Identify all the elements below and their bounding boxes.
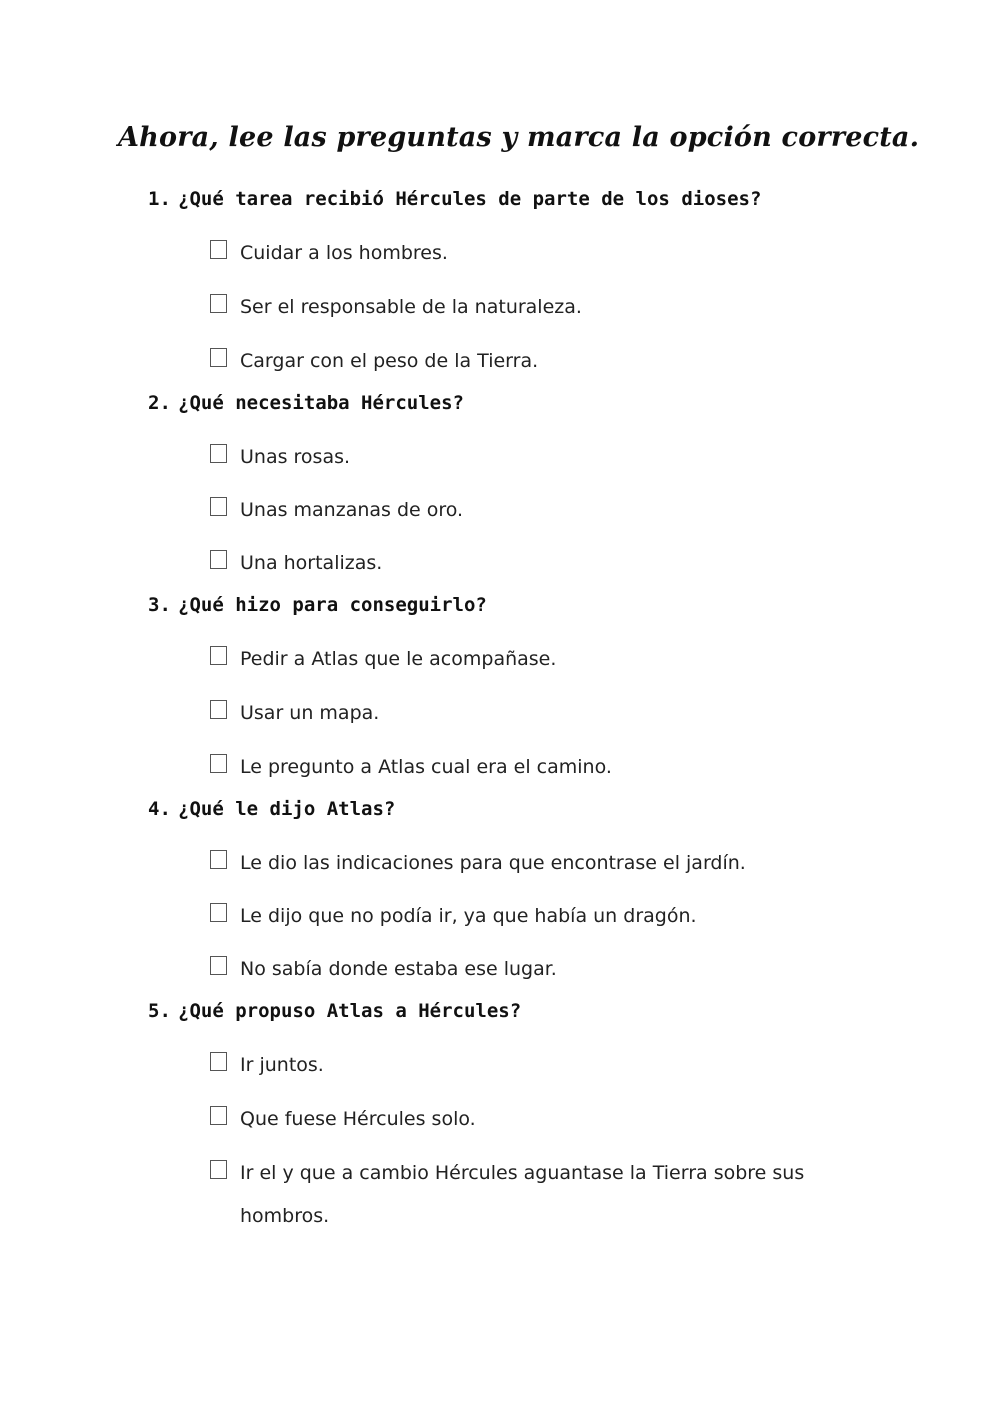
option-text: Usar un mapa. — [240, 702, 380, 724]
option-5b — [210, 1098, 830, 1141]
option-5a — [210, 1044, 830, 1087]
question-text: ¿Qué le dijo Atlas? — [178, 798, 396, 820]
option-text: Cuidar a los hombres. — [240, 242, 448, 264]
option-1a — [210, 232, 830, 275]
option-text: Ir juntos. — [240, 1054, 324, 1076]
worksheet-title: Ahora, lee las preguntas y marca la opción correcta. — [118, 122, 920, 153]
option-text: Le pregunto a Atlas cual era el camino. — [240, 756, 612, 778]
checkbox[interactable] — [210, 444, 227, 463]
option-text: Ser el responsable de la naturaleza. — [240, 296, 582, 318]
option-text: Cargar con el peso de la Tierra. — [240, 350, 539, 372]
question-text: ¿Qué tarea recibió Hércules de parte de los dioses? — [178, 188, 762, 210]
option-5c — [210, 1152, 830, 1238]
question-number: 2. — [148, 392, 171, 414]
question-5 — [148, 1000, 521, 1022]
option-text: No sabía donde estaba ese lugar. — [240, 958, 557, 980]
checkbox[interactable] — [210, 1052, 227, 1071]
checkbox[interactable] — [210, 700, 227, 719]
question-number: 3. — [148, 594, 171, 616]
checkbox[interactable] — [210, 646, 227, 665]
checkbox[interactable] — [210, 956, 227, 975]
question-2 — [148, 392, 464, 414]
checkbox[interactable] — [210, 754, 227, 773]
checkbox[interactable] — [210, 850, 227, 869]
checkbox[interactable] — [210, 1160, 227, 1179]
option-text: Unas manzanas de oro. — [240, 499, 464, 521]
option-2a — [210, 436, 830, 479]
checkbox[interactable] — [210, 294, 227, 313]
question-number: 1. — [148, 188, 171, 210]
checkbox[interactable] — [210, 903, 227, 922]
option-4c — [210, 948, 830, 991]
checkbox[interactable] — [210, 550, 227, 569]
checkbox[interactable] — [210, 348, 227, 367]
option-text: Le dio las indicaciones para que encontrase el jardín. — [240, 852, 746, 874]
question-number: 4. — [148, 798, 171, 820]
option-3c — [210, 746, 830, 789]
option-3a — [210, 638, 830, 681]
question-1 — [148, 188, 761, 210]
option-3b — [210, 692, 830, 735]
checkbox[interactable] — [210, 1106, 227, 1125]
option-1c — [210, 340, 830, 383]
option-text: Una hortalizas. — [240, 552, 383, 574]
option-text: Pedir a Atlas que le acompañase. — [240, 648, 557, 670]
question-4 — [148, 798, 395, 820]
checkbox[interactable] — [210, 240, 227, 259]
option-2b — [210, 489, 830, 532]
question-3 — [148, 594, 487, 616]
option-text: Ir el y que a cambio Hércules aguantase la Tierra sobre sus hombros. — [240, 1162, 805, 1227]
option-1b — [210, 286, 830, 329]
question-text: ¿Qué hizo para conseguirlo? — [178, 594, 487, 616]
checkbox[interactable] — [210, 497, 227, 516]
option-4b — [210, 895, 830, 938]
question-number: 5. — [148, 1000, 171, 1022]
option-4a — [210, 842, 830, 885]
option-text: Que fuese Hércules solo. — [240, 1108, 476, 1130]
option-text: Le dijo que no podía ir, ya que había un dragón. — [240, 905, 697, 927]
question-text: ¿Qué necesitaba Hércules? — [178, 392, 464, 414]
question-text: ¿Qué propuso Atlas a Hércules? — [178, 1000, 522, 1022]
option-2c — [210, 542, 830, 585]
option-text: Unas rosas. — [240, 446, 351, 468]
